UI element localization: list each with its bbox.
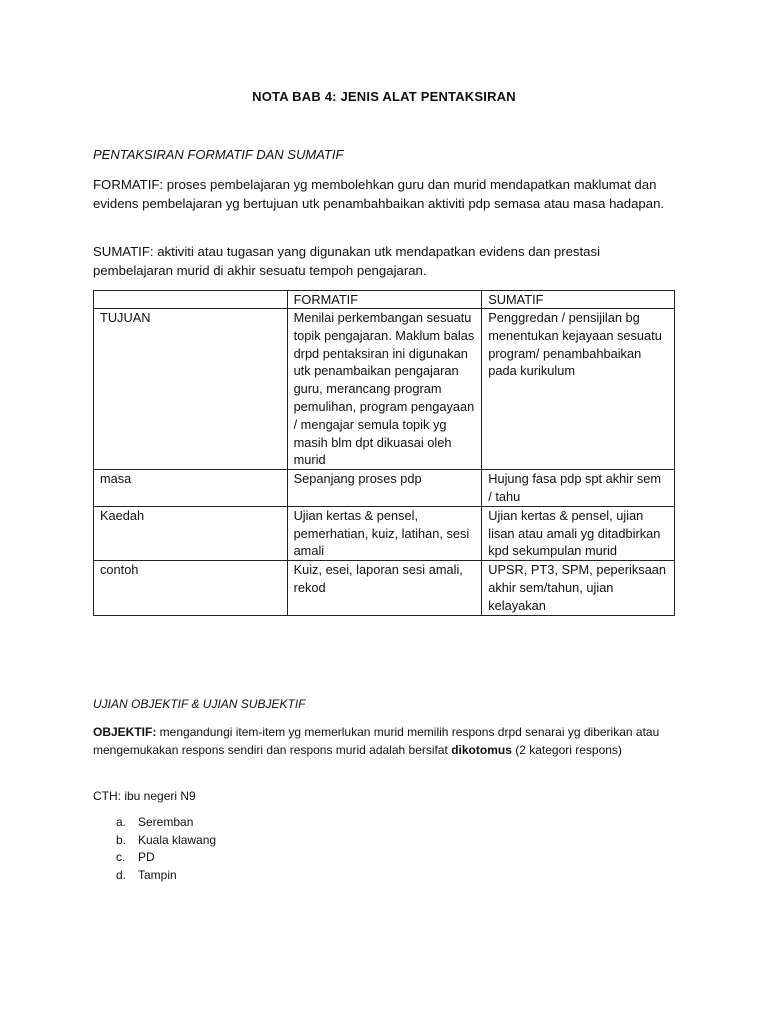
table-cell: Hujung fasa pdp spt akhir sem / tahu [482,470,675,507]
objektif-text-a: mengandungi item-item yg memerlukan murid memilih respons drpd senarai yg diberikan atau mengemukakan respons sendiri dan respons murid adalah bersifat [93,725,660,757]
objektif-paragraph [93,723,678,759]
list-item [93,849,216,867]
section-heading-objektif-subjektif: UJIAN OBJEKTIF & UJIAN SUBJEKTIF [93,697,306,711]
table-header-cell: FORMATIF [287,291,482,309]
table-cell: Sepanjang proses pdp [287,470,482,507]
answer-options-list [93,814,216,884]
table-cell: Kaedah [94,506,288,560]
list-item [93,814,216,832]
list-item [93,832,216,850]
section-heading-formatif-sumatif: PENTAKSIRAN FORMATIF DAN SUMATIF [93,147,344,162]
formatif-paragraph [93,176,678,213]
table-header-cell: SUMATIF [482,291,675,309]
table-row [94,506,675,560]
objektif-label: OBJEKTIF: [93,725,157,739]
option-text: Seremban [138,815,194,829]
table-cell: contoh [94,561,288,615]
table-row [94,470,675,507]
option-marker: c. [116,850,126,864]
option-marker: a. [116,815,127,829]
table-cell: Menilai perkembangan sesuatu topik pengajaran. Maklum balas drpd pentaksiran ini digunakan utk penambaikan pengajaran guru, merancang program pemulihan, program pengayaan / mengajar semula topik yg masih blm dpt dikuasai oleh murid [287,309,482,470]
formatif-text: proses pembelajaran yg membolehkan guru dan murid mendapatkan maklumat dan evidens pembelajaran yg bertujuan utk penambahbaikan aktiviti pdp semasa atau masa hadapan. [93,177,665,211]
sumatif-paragraph [93,243,678,280]
table-header-row [94,291,675,309]
option-text: PD [138,850,155,864]
list-item [93,867,216,885]
formatif-label: FORMATIF: [93,177,164,192]
table-cell: UPSR, PT3, SPM, peperiksaan akhir sem/tahun, ujian kelayakan [482,561,675,615]
table-header-cell [94,291,288,309]
table-cell: Ujian kertas & pensel, pemerhatian, kuiz, latihan, sesi amali [287,506,482,560]
option-text: Tampin [138,867,177,882]
comparison-table [93,290,675,616]
page-title: NOTA BAB 4: JENIS ALAT PENTAKSIRAN [252,89,516,104]
sumatif-label: SUMATIF: [93,244,154,259]
table-cell: TUJUAN [94,309,288,470]
table-cell: Kuiz, esei, laporan sesi amali, rekod [287,561,482,615]
table-row [94,309,675,470]
objektif-text-b: (2 kategori respons) [511,743,622,757]
table-cell: Ujian kertas & pensel, ujian lisan atau amali yg ditadbirkan kpd sekumpulan murid [482,506,675,560]
option-text: Kuala klawang [138,832,217,847]
objektif-bold-term: dikotomus [451,743,512,757]
table-row [94,561,675,615]
example-line: CTH: ibu negeri N9 [93,789,196,803]
table-cell: masa [94,470,288,507]
option-marker: d. [116,867,127,882]
table-cell: Penggredan / pensijilan bg menentukan kejayaan sesuatu program/ penambahbaikan pada kurikulum [482,309,675,470]
sumatif-text: aktiviti atau tugasan yang digunakan utk mendapatkan evidens dan prestasi pembelajaran murid di akhir sesuatu tempoh pengajaran. [93,244,601,278]
option-marker: b. [116,832,127,847]
